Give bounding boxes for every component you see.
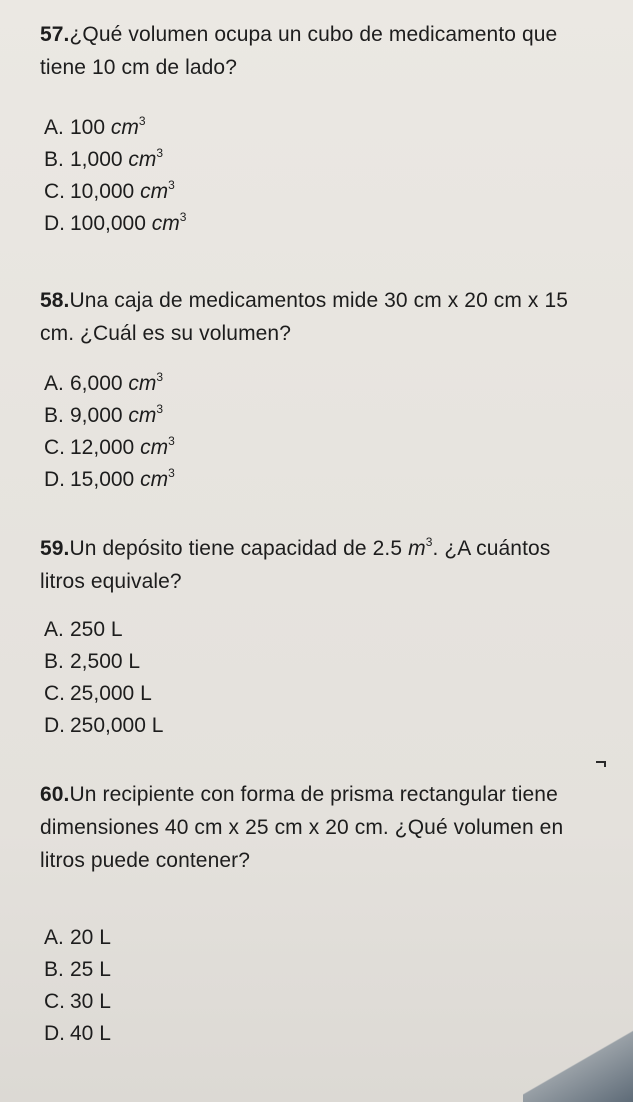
option-value: 15,000 [70, 468, 135, 491]
option-58-b[interactable] [44, 400, 175, 432]
option-unit: cm [128, 372, 157, 395]
option-unit: cm [140, 468, 169, 491]
option-value: 6,000 [70, 372, 123, 395]
option-unit: cm [140, 180, 169, 203]
option-unit: cm [151, 212, 180, 235]
option-exponent: 3 [156, 402, 164, 416]
option-60-d[interactable] [44, 1018, 111, 1050]
option-unit: cm [128, 404, 157, 427]
option-value: 20 L [70, 926, 111, 949]
option-exponent: 3 [168, 178, 175, 192]
option-letter: D. [44, 212, 65, 235]
option-letter: C. [44, 180, 65, 203]
option-value: 9,000 [70, 404, 123, 427]
question-number: 59. [40, 537, 70, 560]
option-letter: C. [44, 436, 65, 459]
options-59 [44, 614, 163, 742]
option-58-c[interactable] [44, 432, 175, 464]
option-value: 10,000 [70, 180, 135, 203]
question-text: Un recipiente con forma de prisma rectangular tiene dimensiones 40 cm x 25 cm x 20 cm. ¿Qué volumen en litros puede contener? [40, 783, 564, 872]
option-letter: C. [44, 682, 65, 705]
option-value: 25 L [70, 958, 111, 981]
option-exponent: 3 [156, 146, 164, 160]
option-letter: D. [44, 1022, 65, 1045]
option-unit: cm [140, 436, 169, 459]
corner-shadow [523, 1022, 633, 1102]
option-letter: A. [44, 926, 64, 949]
option-59-c[interactable] [44, 678, 163, 710]
question-58 [40, 284, 600, 350]
question-exponent: 3 [425, 535, 433, 549]
option-unit: cm [128, 148, 157, 171]
option-57-c[interactable] [44, 176, 186, 208]
option-letter: D. [44, 714, 65, 737]
option-letter: D. [44, 468, 65, 491]
question-text: ¿Qué volumen ocupa un cubo de medicamento que tiene 10 cm de lado? [40, 23, 558, 79]
option-59-a[interactable] [44, 614, 163, 646]
option-letter: C. [44, 990, 65, 1013]
option-letter: B. [44, 650, 64, 673]
options-57 [44, 112, 186, 240]
question-text-after: . ¿A cuántos litros equivale? [40, 537, 551, 593]
option-unit: cm [110, 116, 139, 139]
option-value: 30 L [70, 990, 111, 1013]
option-letter: B. [44, 404, 64, 427]
question-number: 58. [40, 289, 70, 312]
option-letter: B. [44, 958, 64, 981]
option-value: 2,500 L [70, 650, 141, 673]
question-unit: m [408, 537, 426, 560]
option-letter: B. [44, 148, 64, 171]
option-letter: A. [44, 116, 64, 139]
option-59-b[interactable] [44, 646, 163, 678]
option-57-a[interactable] [44, 112, 186, 144]
options-60 [44, 922, 111, 1050]
question-number: 57. [40, 23, 70, 46]
options-58 [44, 368, 175, 496]
pen-mark [596, 761, 606, 763]
option-57-d[interactable] [44, 208, 186, 240]
option-60-c[interactable] [44, 986, 111, 1018]
option-58-d[interactable] [44, 464, 175, 496]
question-60 [40, 778, 600, 877]
option-value: 100 [70, 116, 106, 139]
option-value: 40 L [70, 1022, 111, 1045]
question-number: 60. [40, 783, 70, 806]
option-exponent: 3 [179, 210, 187, 224]
option-value: 100,000 [70, 212, 146, 235]
option-57-b[interactable] [44, 144, 186, 176]
question-text-before: Un depósito tiene capacidad de 2.5 [69, 537, 403, 560]
option-exponent: 3 [168, 466, 175, 480]
option-exponent: 3 [168, 434, 175, 448]
option-exponent: 3 [138, 114, 146, 128]
option-letter: A. [44, 372, 64, 395]
option-value: 250,000 L [70, 714, 164, 737]
option-value: 250 L [70, 618, 123, 641]
option-letter: A. [44, 618, 64, 641]
option-58-a[interactable] [44, 368, 175, 400]
question-57 [40, 18, 600, 84]
option-exponent: 3 [156, 370, 164, 384]
option-60-a[interactable] [44, 922, 111, 954]
option-59-d[interactable] [44, 710, 163, 742]
option-value: 1,000 [70, 148, 123, 171]
option-value: 12,000 [70, 436, 135, 459]
question-59 [40, 532, 600, 598]
option-value: 25,000 L [70, 682, 152, 705]
option-60-b[interactable] [44, 954, 111, 986]
question-text: Una caja de medicamentos mide 30 cm x 20 cm x 15 cm. ¿Cuál es su volumen? [40, 289, 569, 345]
